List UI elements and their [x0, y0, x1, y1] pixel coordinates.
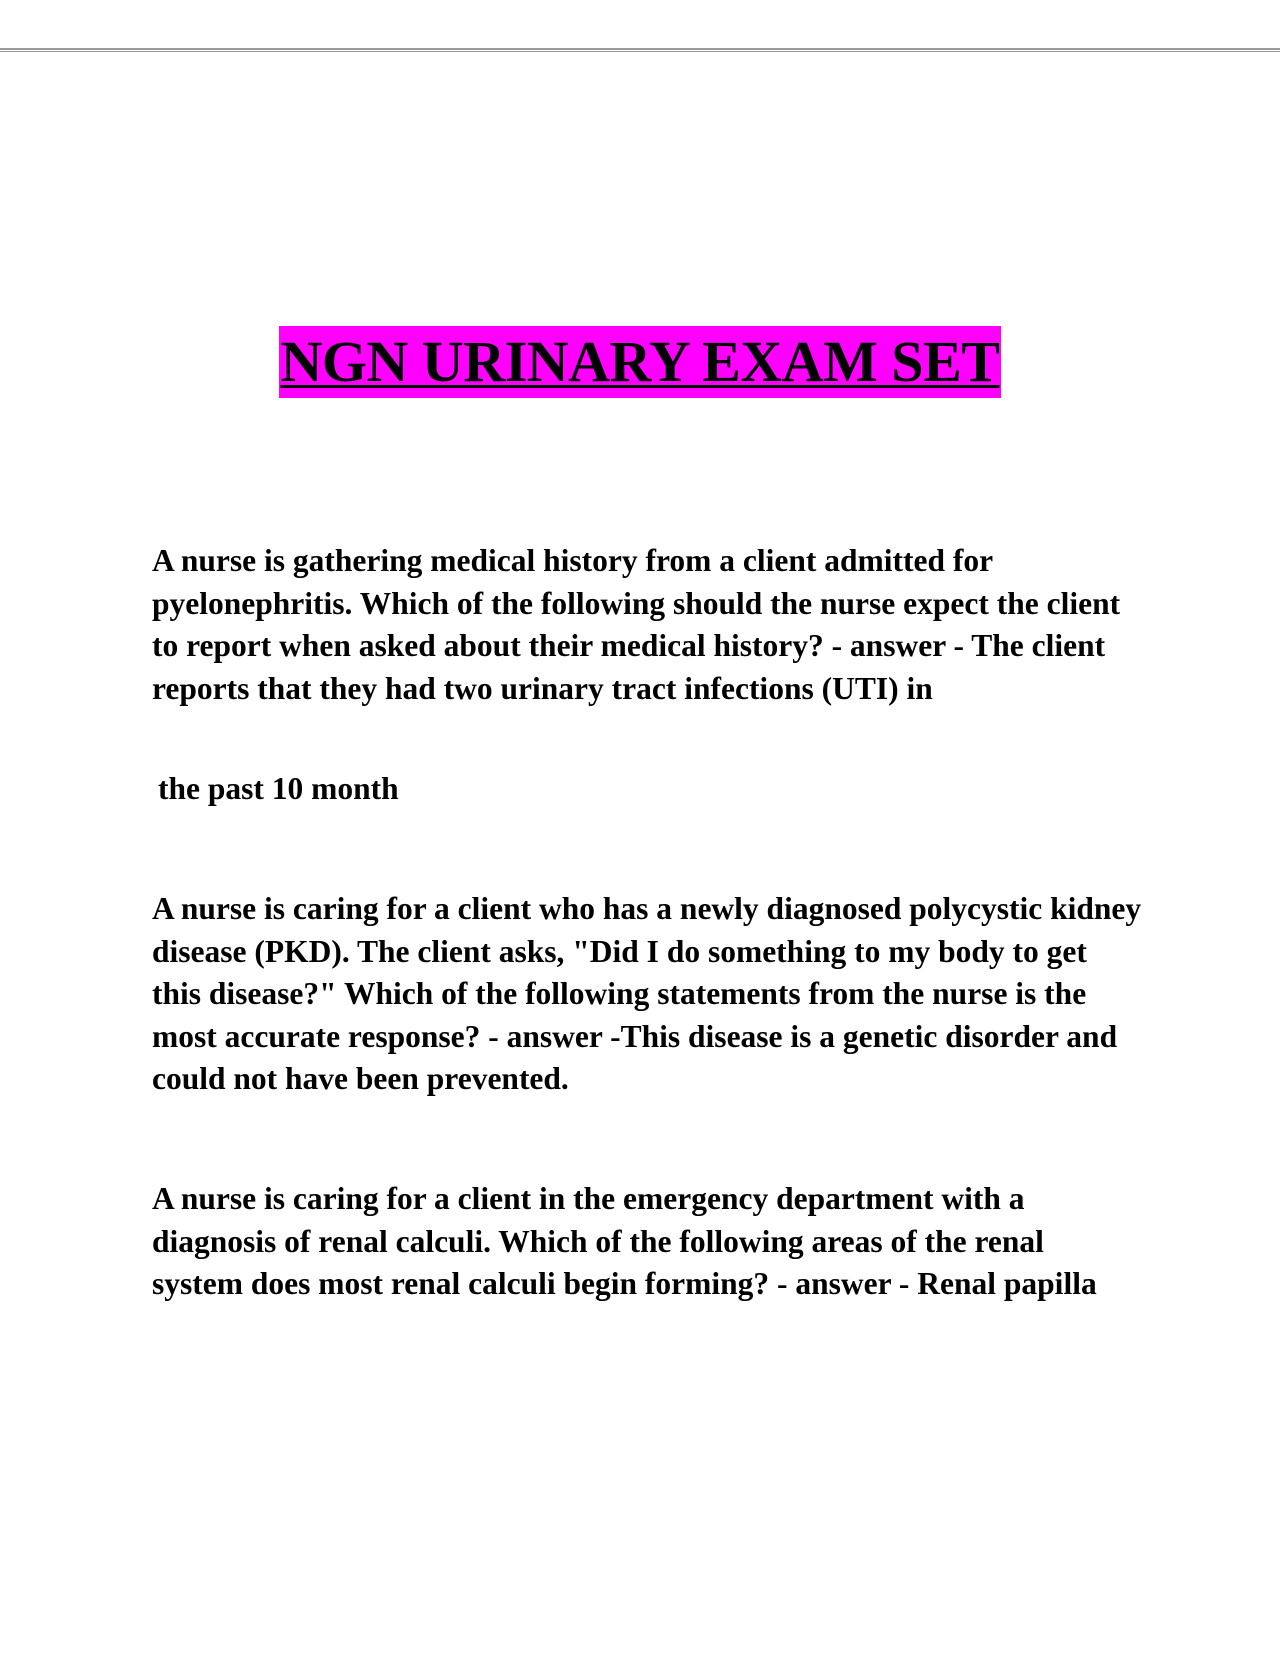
- question-2-text: A nurse is caring for a client who has a newly diagnosed polycystic kidney disease (PKD). The client asks, "Did I do something to my body to get this disease?" Which of the following statements from the nurse is the most accurate response? - answer -This disease is a genetic disorder and could not have been prevented.: [152, 891, 1142, 1096]
- question-1-text: A nurse is gathering medical history from a client admitted for pyelonephritis. Which of the following should the nurse expect the client to report when asked about their medical history? - answer - The client reports that they had two urinary tract infections (UTI) in: [152, 543, 1121, 706]
- question-block-1: [152, 540, 1142, 710]
- question-block-3: [152, 1178, 1142, 1306]
- question-block-2: [152, 888, 1142, 1101]
- question-3-text: A nurse is caring for a client in the emergency department with a diagnosis of renal calculi. Which of the following areas of the renal system does most renal calculi begin forming? - answer - Renal papilla: [152, 1181, 1097, 1301]
- question-1-continuation: the past 10 month: [158, 771, 399, 806]
- top-rule: [0, 48, 1280, 52]
- document-title: NGN URINARY EXAM SET: [279, 326, 1002, 398]
- title-wrap: [0, 326, 1280, 398]
